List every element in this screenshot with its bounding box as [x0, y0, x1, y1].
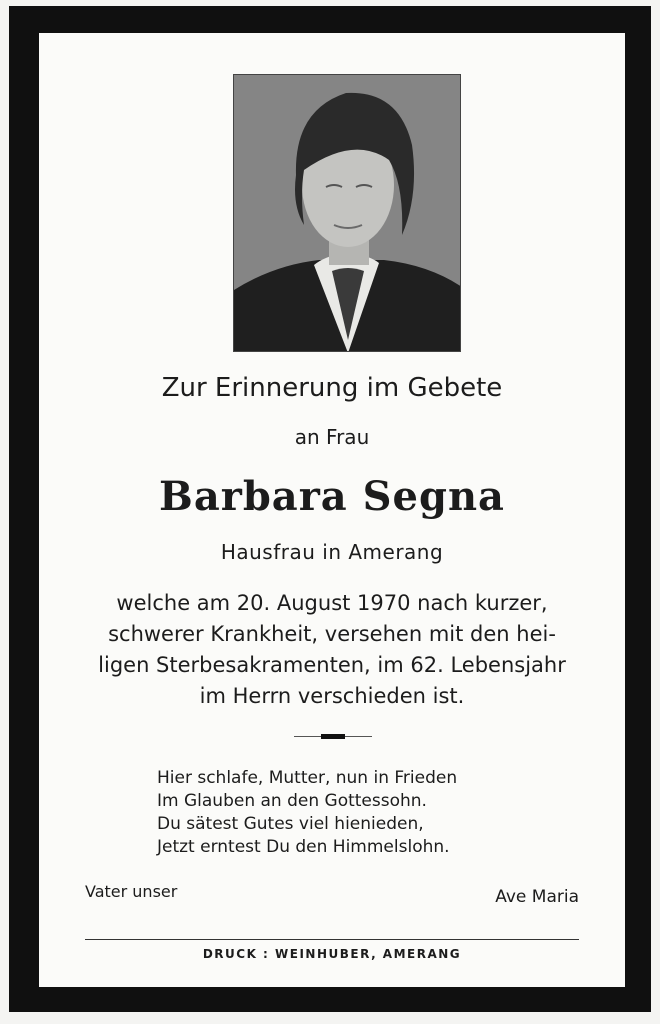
prayer-vater-unser: Vater unser: [85, 882, 178, 901]
portrait-illustration: [234, 75, 461, 352]
poem-line: Jetzt erntest Du den Himmelslohn.: [157, 837, 450, 857]
deceased-name: Barbara Segna: [159, 473, 505, 520]
obituary-paragraph: [39, 588, 625, 712]
footer-rule: [85, 939, 579, 940]
poem-line: Im Glauben an den Gottessohn.: [157, 791, 427, 811]
portrait-photo: [233, 74, 461, 352]
poem-line: Hier schlafe, Mutter, nun in Frieden: [157, 768, 458, 788]
paragraph-line: im Herrn verschieden ist.: [199, 684, 465, 708]
prayer-ave-maria: Ave Maria: [495, 887, 579, 907]
poem: [157, 767, 457, 859]
paragraph-line: ligen Sterbesakramenten, im 62. Lebensjahr: [98, 653, 566, 677]
occupation: Hausfrau in Amerang: [220, 540, 444, 564]
poem-line: Du sätest Gutes viel hienieden,: [157, 814, 424, 834]
card-inner: [39, 33, 625, 987]
memorial-card: [9, 6, 651, 1012]
ornament-bar: [321, 734, 345, 739]
salutation: an Frau: [294, 425, 370, 449]
paragraph-line: schwerer Krankheit, versehen mit den hei-: [108, 622, 556, 646]
heading: Zur Erinnerung im Gebete: [161, 373, 503, 403]
printer-imprint: DRUCK : WEINHUBER, AMERANG: [202, 947, 462, 961]
paragraph-line: welche am 20. August 1970 nach kurzer,: [116, 591, 548, 615]
ornament-divider: [294, 736, 372, 737]
